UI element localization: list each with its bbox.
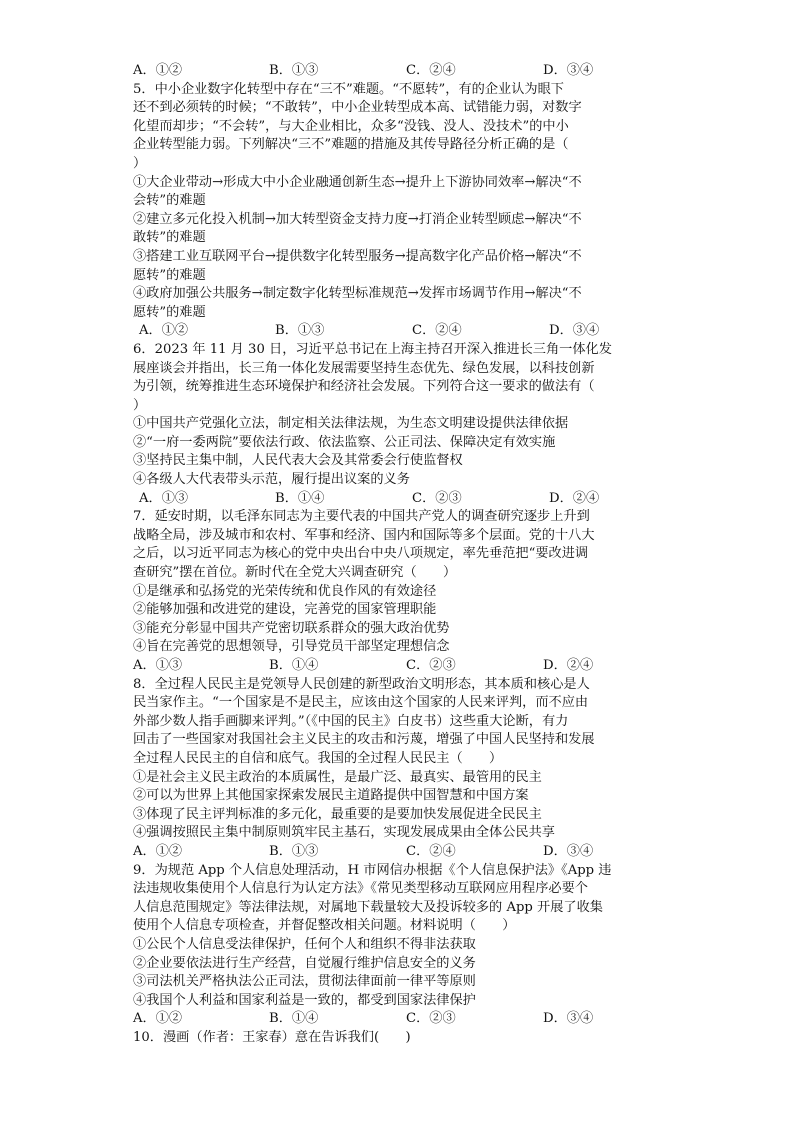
q8-options [133,843,663,862]
option-d[interactable]: D．③④ [543,63,594,78]
question-stem-line: 战略全局，涉及城市和农村、军事和经济、国内和国际等多个层面。党的十八大 [133,527,595,543]
question-stem-line: 外部少数人指手画脚来评判。”（《中国的民主》白皮书）这些重大论断，有力 [133,713,569,729]
question-8 [133,676,663,862]
option-c[interactable]: C．②③ [412,490,462,506]
option-c[interactable]: C．②③ [406,1011,456,1027]
question-7 [133,508,663,675]
statement-line: ④我国个人利益和国家利益是一致的，都受到国家法律保护 [133,992,476,1008]
statement-line: 会转”的难题 [133,193,206,209]
statement-line: ④各级人大代表带头示范，履行提出议案的义务 [133,472,410,488]
statement-line: 敢转”的难题 [133,230,206,246]
question-stem-line: 7．延安时期，以毛泽东同志为主要代表的中国共产党人的调查研究逐步上升到 [133,509,590,525]
question-stem-line: 展座谈会并指出，长三角一体化发展需要坚持生态优先、绿色发展，以科技创新 [133,360,595,376]
question-stem-line: 法违规收集使用个人信息行为认定方法》《常见类型移动互联网应用程序必要个 [133,881,588,897]
option-b[interactable]: B．①③ [269,843,319,859]
question-stem-line: 化望而却步；“不会转”，与大企业相比，众多“没钱、没人、没技术”的中小 [133,118,569,134]
statement-line: ①大企业带动→形成大中小企业融通创新生态→提升上下游协同效率→解决“不 [133,174,582,190]
statement-line: 愿转”的难题 [133,267,206,283]
exam-page [133,62,663,1047]
statement-line: ①是社会主义民主政治的本质属性，是最广泛、最真实、最管用的民主 [133,769,542,785]
statement-line: ②可以为世界上其他国家探索发展民主道路提供中国智慧和中国方案 [133,788,529,804]
statement-line: ④强调按照民主集中制原则筑牢民主基石，实现发展成果由全体公民共享 [133,825,555,841]
question-stem-line: 使用个人信息专项检查，并督促整改相关问题。材料说明（ ） [133,918,516,934]
option-b[interactable]: B．①④ [269,658,319,673]
option-a[interactable]: A．①② [133,1011,183,1027]
q4-options [133,62,663,81]
option-b[interactable]: B．①③ [269,63,319,78]
statement-line: ②建立多元化投入机制→加大转型资金支持力度→打消企业转型顾虑→解决“不 [133,211,582,227]
option-c[interactable]: C．②④ [406,843,456,859]
option-c[interactable]: C．②④ [406,63,456,78]
option-a[interactable]: A．①② [133,843,183,859]
question-stem-line: 民当家作主。“一个国家是不是民主，应该由这个国家的人民来评判，而不应由 [133,695,589,711]
question-stem-line: 回击了一些国家对我国社会主义民主的攻击和污蔑，增强了中国人民坚持和发展 [133,732,595,748]
statement-line: ④政府加强公共服务→制定数字化转型标准规范→发挥市场调节作用→解决“不 [133,286,582,302]
option-a[interactable]: A．①② [133,63,183,78]
q7-options [133,657,663,676]
question-stem-line: ） [133,397,147,413]
option-d[interactable]: D．③④ [543,1011,594,1027]
question-stem-line: 人信息范围规定》等法律法规，对属地下载量较大及投诉较多的 App 开展了收集 [133,899,603,915]
option-b[interactable]: B．①④ [269,1011,319,1027]
question-stem-line: 还不到必须转的时候；“不敢转”，中小企业转型成本高、试错能力弱，对数字 [133,100,582,116]
question-stem-line: 6．2023 年 11 月 30 日，习近平总书记在上海主持召开深入推进长三角一体化发 [133,341,612,357]
question-5 [133,81,663,341]
question-stem-line: 查研究”摆在首位。新时代在全党大兴调查研究（ ） [133,565,457,581]
statement-line: ④旨在完善党的思想领导，引导党员干部坚定理想信念 [133,639,450,655]
question-stem-line: ） [133,155,147,171]
statement-line: ②能够加强和改进党的建设，完善党的国家管理职能 [133,602,437,618]
option-d[interactable]: D．③④ [543,843,594,859]
option-c[interactable]: C．②④ [412,323,462,339]
question-stem-line: 为引领，统筹推进生态环境保护和经济社会发展。下列符合这一要求的做法有（ [133,379,595,395]
option-b[interactable]: B．①④ [275,490,325,506]
question-6 [133,341,663,508]
statement-line: ②企业要依法进行生产经营，自觉履行维护信息安全的义务 [133,955,476,971]
question-10 [133,1029,663,1048]
statement-line: ②“一府一委两院”要依法行政、依法监察、公正司法、保障决定有效实施 [133,434,556,450]
question-stem-line: 10．漫画（作者：王家春）意在告诉我们( ) [133,1029,411,1045]
option-a[interactable]: A．①③ [133,658,183,673]
option-a[interactable]: A．①③ [139,490,189,506]
question-stem-line: 9．为规范 App 个人信息处理活动，H 市网信办根据《个人信息保护法》《App 违 [133,862,612,878]
question-stem-line: 之后，以习近平同志为核心的党中央出台中央八项规定，率先垂范把“要改进调 [133,546,589,562]
statement-line: ③坚持民主集中制，人民代表大会及其常委会行使监督权 [133,453,463,469]
option-d[interactable]: D．③④ [549,323,600,339]
statement-line: ①是继承和弘扬党的光荣传统和优良作风的有效途径 [133,583,437,599]
option-a[interactable]: A．①② [139,323,189,339]
question-stem-line: 5．中小企业数字化转型中存在“三不”难题。“不愿转”，有的企业认为眼下 [133,81,564,97]
statement-line: 愿转”的难题 [133,304,206,320]
statement-line: ③司法机关严格执法公正司法，贯彻法律面前一律平等原则 [133,974,476,990]
option-c[interactable]: C．②③ [406,658,456,673]
q5-options [133,322,663,341]
statement-line: ③搭建工业互联网平台→提供数字化转型服务→提高数字化产品价格→解决“不 [133,248,582,264]
q9-options [133,1010,663,1029]
option-d[interactable]: D．②④ [549,490,600,506]
question-stem-line: 企业转型能力弱。下列解决“三不”难题的措施及其传导路径分析正确的是（ [133,137,569,153]
question-stem-line: 8．全过程人民民主是党领导人民创建的新型政治文明形态，其本质和核心是人 [133,676,590,692]
statement-line: ③能充分彰显中国共产党密切联系群众的强大政治优势 [133,620,450,636]
q6-options [133,490,663,509]
statement-line: ①公民个人信息受法律保护，任何个人和组织不得非法获取 [133,936,476,952]
statement-line: ③体现了民主评判标准的多元化，最重要的是要加快发展促进全民民主 [133,806,542,822]
statement-line: ①中国共产党强化立法，制定相关法律法规，为生态文明建设提供法律依据 [133,416,569,432]
question-9 [133,862,663,1029]
option-b[interactable]: B．①③ [275,323,325,339]
option-d[interactable]: D．②④ [543,658,594,673]
question-stem-line: 全过程人民民主的自信和底气。我国的全过程人民民主（ ） [133,750,503,766]
